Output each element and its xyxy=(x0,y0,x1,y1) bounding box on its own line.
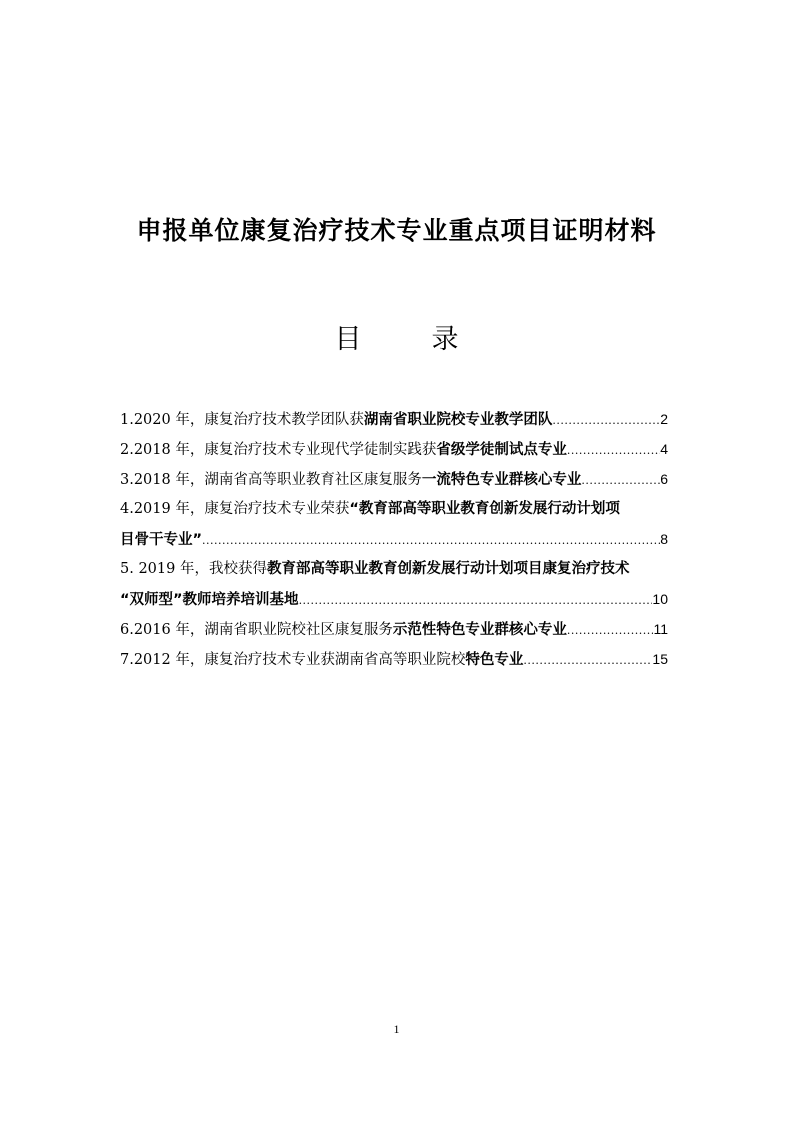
toc-line xyxy=(120,614,668,644)
toc-page-number: 6 xyxy=(660,471,668,487)
toc-entry[interactable] xyxy=(120,494,668,554)
toc-page-number: 10 xyxy=(652,591,668,607)
toc-entry-text: 6.2016 年，湖南省职业院校社区康复服务 xyxy=(120,622,393,638)
toc-entry-text: 3.2018 年，湖南省高等职业教育社区康复服务 xyxy=(120,472,422,488)
toc-entry-emphasis: 教育部高等职业教育创新发展行动计划项目康复治疗技术 xyxy=(266,561,630,577)
leader-dots xyxy=(299,586,653,616)
toc-entry[interactable] xyxy=(120,404,668,434)
toc-page-number: 2 xyxy=(660,411,668,427)
toc-entry-emphasis: 省级学徒制试点专业 xyxy=(436,442,567,458)
leader-dots xyxy=(581,466,660,496)
toc-entry-text: 2.2018 年，康复治疗技术专业现代学徒制实践获 xyxy=(120,442,437,458)
leader-dots xyxy=(567,436,660,466)
toc-entry[interactable] xyxy=(120,554,668,614)
toc-line xyxy=(120,404,668,434)
toc-entry-emphasis: 示范性特色专业群核心专业 xyxy=(392,622,567,638)
toc-line xyxy=(120,464,668,494)
toc-page-number: 8 xyxy=(660,531,668,547)
toc-heading xyxy=(0,320,793,360)
leader-dots xyxy=(567,616,654,646)
leader-dots xyxy=(552,406,660,436)
toc-entry-emphasis: “双师型”教师培养培训基地 xyxy=(120,592,299,608)
toc-entry[interactable] xyxy=(120,434,668,464)
leader-dots xyxy=(523,646,652,676)
toc-entry-text: 7.2012 年，康复治疗技术专业获湖南省高等职业院校 xyxy=(120,652,466,668)
leader-dots xyxy=(202,526,660,556)
toc-heading-left: 目 xyxy=(334,324,362,355)
toc-line xyxy=(120,494,668,524)
toc-line xyxy=(120,554,668,584)
toc-page-number: 11 xyxy=(653,621,668,637)
toc-entry-emphasis: 特色专业 xyxy=(465,652,524,668)
toc-line xyxy=(120,524,668,554)
toc-line xyxy=(120,434,668,464)
toc-line xyxy=(120,584,668,614)
toc-page-number: 15 xyxy=(652,651,668,667)
toc-entry-emphasis: 目骨干专业” xyxy=(120,532,203,548)
toc-page-number: 4 xyxy=(660,441,668,457)
table-of-contents xyxy=(120,404,668,674)
toc-entry-emphasis: 湖南省职业院校专业教学团队 xyxy=(363,412,553,428)
toc-entry-text: 4.2019 年，康复治疗技术专业荣获 xyxy=(120,501,350,517)
toc-entry-text: 1.2020 年，康复治疗技术教学团队获 xyxy=(120,412,364,428)
toc-entry[interactable] xyxy=(120,464,668,494)
page-number: 1 xyxy=(393,1022,400,1036)
toc-entry-emphasis: “教育部高等职业教育创新发展行动计划项 xyxy=(349,501,620,517)
toc-heading-right: 录 xyxy=(431,324,459,355)
toc-entry[interactable] xyxy=(120,644,668,674)
toc-entry-text: 5. 2019 年，我校获得 xyxy=(120,561,267,577)
toc-entry[interactable] xyxy=(120,614,668,644)
document-title: 申报单位康复治疗技术专业重点项目证明材料 xyxy=(136,216,657,245)
toc-entry-emphasis: 一流特色专业群核心专业 xyxy=(421,472,582,488)
toc-line xyxy=(120,644,668,674)
